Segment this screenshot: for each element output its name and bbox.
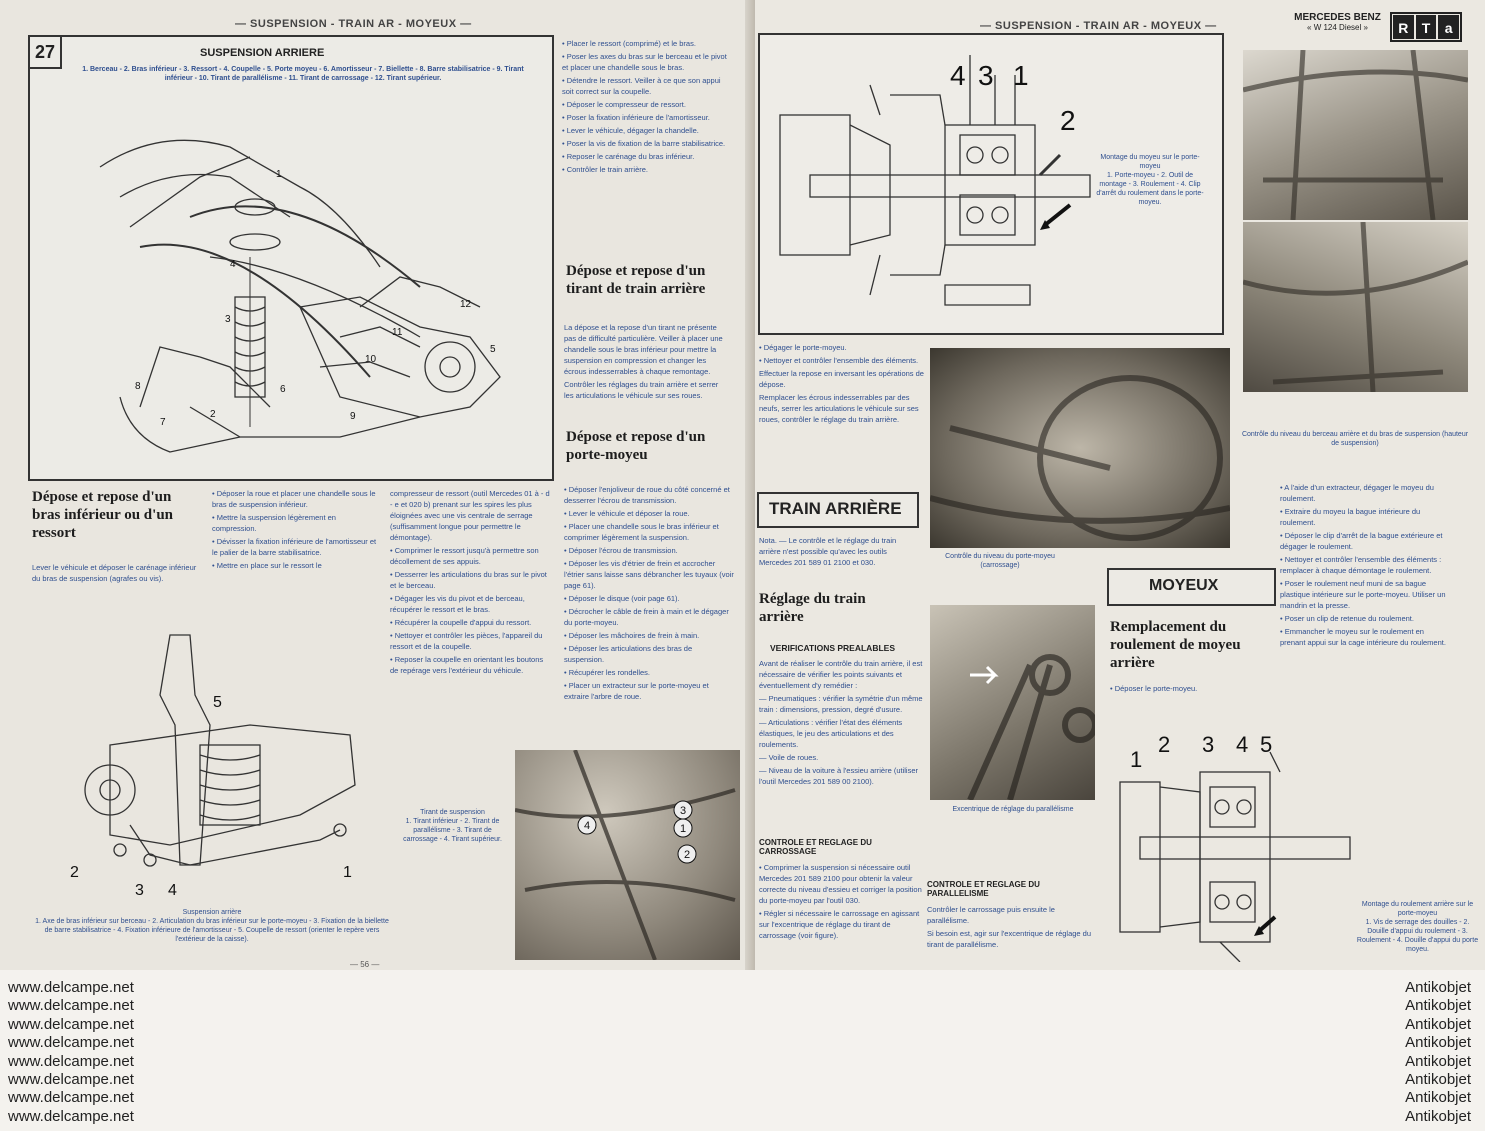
step: • Poser la fixation inférieure de l'amortisseur. bbox=[562, 112, 727, 123]
step: • Déposer le porte-moyeu. bbox=[1110, 683, 1270, 694]
watermark-text: www.delcampe.net bbox=[8, 979, 134, 996]
step: • Déposer l'écrou de transmission. bbox=[564, 545, 734, 556]
figure-title: SUSPENSION ARRIERE bbox=[200, 47, 325, 59]
text-bras-intro: Lever le véhicule et déposer le carénage inférieur du bras de suspension (agrafes ou vis). bbox=[32, 563, 197, 583]
step: • Déposer les articulations des bras de suspension. bbox=[564, 643, 734, 665]
paragraph: — Voile de roues. bbox=[759, 753, 819, 762]
step: • Déposer le clip d'arrêt de la bague extérieure et dégager le roulement. bbox=[1280, 530, 1450, 552]
heading-reglage: Réglage du train arrière bbox=[759, 591, 866, 625]
photo-berceau-top bbox=[1243, 50, 1468, 220]
step: • Placer un extracteur sur le porte-moyeu et extraire l'arbre de roue. bbox=[564, 680, 734, 702]
left-page bbox=[0, 0, 755, 970]
step: • Extraire du moyeu la bague intérieure du roulement. bbox=[1280, 506, 1450, 528]
step: • Nettoyer et contrôler l'ensemble des éléments. bbox=[759, 355, 924, 366]
step: • Déposer les mâchoires de frein à main. bbox=[564, 630, 734, 641]
text-tirant bbox=[564, 322, 729, 403]
step: • Emmancher le moyeu sur le roulement en prenant appui sur la cage intérieure du roulement. bbox=[1280, 626, 1450, 648]
bearing-label-1: 1 bbox=[1130, 747, 1143, 772]
hub-label-2: 2 bbox=[1060, 105, 1076, 136]
watermark-text: Antikobjet bbox=[1405, 1015, 1471, 1033]
fig27-label-8: 8 bbox=[135, 381, 141, 392]
bearing-assembly-drawing bbox=[1110, 712, 1360, 962]
column-roulement bbox=[1280, 482, 1450, 650]
watermark-text: Antikobjet bbox=[1405, 979, 1471, 996]
step: Remplacer les écrous indesserrables par des neufs, serrer les articulations le véhicule sur ses roues, contrôler le réglage du train arrière. bbox=[759, 393, 919, 424]
page-number: — 56 — bbox=[350, 960, 380, 969]
step: • Dégager les vis du pivot et de berceau, récupérer le ressort et le bras. bbox=[390, 593, 550, 615]
watermark-text: Antikobjet bbox=[1405, 1034, 1471, 1052]
parallelisme-text bbox=[927, 904, 1097, 952]
logo-letter: R bbox=[1393, 15, 1414, 39]
fig27-label-12: 12 bbox=[460, 299, 472, 310]
watermark-text: www.delcampe.net bbox=[8, 1034, 134, 1052]
hub-label-3: 3 bbox=[978, 60, 994, 91]
watermark-text: Antikobjet bbox=[1405, 997, 1471, 1015]
heading-roulement: Remplacement du roulement de moyeu arrière bbox=[1110, 619, 1241, 671]
carrossage-title: CONTROLE ET REGLAGE DU CARROSSAGE bbox=[759, 838, 872, 856]
step: • Récupérer les rondelles. bbox=[564, 667, 734, 678]
paragraph: Avant de réaliser le contrôle du train arrière, il est nécessaire de vérifier les points suivants et éventuellement d'y remédier : bbox=[759, 659, 923, 690]
fig-bottom-label-1: 1 bbox=[343, 864, 352, 881]
paragraph: — Pneumatiques : vérifier la symétrie d'un même train : dimensions, pression, degré d'usure. bbox=[759, 694, 923, 714]
moyeux-title: MOYEUX bbox=[1149, 577, 1219, 594]
fig27-label-4: 4 bbox=[230, 259, 236, 270]
photo-excentrique bbox=[930, 605, 1095, 800]
step: • Reposer la coupelle en orientant les boutons de repérage vers l'extérieur du véhicule. bbox=[390, 654, 550, 676]
figure-legend: 1. Berceau - 2. Bras inférieur - 3. Ressort - 4. Coupelle - 5. Porte moyeu - 6. Amortisseur - 7. Biellette - 8. Barre stabilisatrice - 9. Tirant inférieur - 10. Tirant de parallélisme - 11. Tirant de carrossage - 12. Tirant supérieur. bbox=[82, 66, 524, 82]
step: • Poser un clip de retenue du roulement. bbox=[1280, 613, 1450, 624]
train-arriere-title: TRAIN ARRIÈRE bbox=[769, 499, 902, 518]
train-note: Nota. — Le contrôle et le réglage du train arrière n'est possible qu'avec les outils Mercedes 201 589 01 2100 et 030. bbox=[759, 536, 897, 567]
step: • Lever le véhicule, dégager la chandelle. bbox=[562, 125, 727, 136]
brand-line-2: « W 124 Diesel » bbox=[1307, 23, 1368, 32]
photo-porte-caption: Contrôle du niveau du porte-moyeu (carrossage) bbox=[945, 553, 1055, 569]
logo-letter: T bbox=[1416, 15, 1437, 39]
column-spring-refit bbox=[562, 38, 727, 177]
tirant-label-1: 1 bbox=[679, 823, 687, 835]
train-arriere-box bbox=[757, 492, 919, 528]
fig27-label-10: 10 bbox=[365, 354, 377, 365]
step: • Nettoyer et contrôler l'ensemble des éléments : remplacer à chaque démontage le roulement. bbox=[1280, 554, 1450, 576]
paragraph: — Niveau de la voiture à l'essieu arrière (utiliser l'outil Mercedes 201 589 00 2100). bbox=[759, 766, 918, 786]
step: • Reposer le carénage du bras inférieur. bbox=[562, 151, 727, 162]
step: • A l'aide d'un extracteur, dégager le moyeu du roulement. bbox=[1280, 482, 1450, 504]
fig-bottom-label-4: 4 bbox=[168, 882, 177, 895]
step: • Comprimer la suspension si nécessaire outil Mercedes 201 589 2100 pour obtenir la valeur correcte du niveau d'essieu et corriger la position du porte-moyeu par l'outil 030. bbox=[759, 862, 924, 906]
bearing-caption: Montage du roulement arrière sur le porte-moyeu 1. Vis de serrage des douilles - 2. Douille d'appui du roulement - 3. Roulement - 4. Douille d'appui du porte moyeu. bbox=[1356, 901, 1479, 953]
step: • Déposer le disque (voir page 61). bbox=[564, 593, 734, 604]
hub-caption: Montage du moyeu sur le porte-moyeu 1. Porte-moyeu - 2. Outil de montage - 3. Roulement - 4. Clip d'arrêt du roulement dans le porte-moyeu. bbox=[1096, 154, 1204, 206]
watermark-text: www.delcampe.net bbox=[8, 997, 134, 1015]
step: • Comprimer le ressort jusqu'à permettre son décollement de ses appuis. bbox=[390, 545, 550, 567]
watermark-text: www.delcampe.net bbox=[8, 1089, 134, 1107]
roulement-first bbox=[1110, 683, 1270, 696]
watermark-right-column bbox=[1405, 978, 1471, 1125]
carrossage-text bbox=[759, 862, 924, 943]
heading-bras-inferieur: Dépose et repose d'un bras inférieur ou d'un ressort bbox=[32, 489, 173, 541]
watermark-text: Antikobjet bbox=[1405, 1070, 1471, 1088]
running-head-right: — SUSPENSION - TRAIN AR - MOYEUX — bbox=[980, 20, 1217, 32]
watermark-text: www.delcampe.net bbox=[8, 1107, 134, 1125]
hub-label-1: 1 bbox=[1013, 60, 1029, 91]
bearing-label-3: 3 bbox=[1202, 732, 1215, 757]
verif-text bbox=[759, 658, 924, 789]
figure-27-box bbox=[28, 35, 554, 481]
right-page bbox=[755, 0, 1485, 970]
watermark-left-column bbox=[8, 978, 134, 1125]
parallelisme-title: CONTROLE ET REGLAGE DU PARALLELISME bbox=[927, 880, 1040, 898]
photo-berceau-bottom bbox=[1243, 222, 1468, 392]
step: • Poser la vis de fixation de la barre stabilisatrice. bbox=[562, 138, 727, 149]
step: • Déposer les vis d'étrier de frein et accrocher l'étrier sans laisse sans débrancher les tuyaux (voir page 61). bbox=[564, 558, 734, 591]
fig27-label-6: 6 bbox=[280, 384, 286, 395]
step: • Poser le roulement neuf muni de sa bague plastique intérieure sur le porte-moyeu. Utiliser un mandrin et la presse. bbox=[1280, 578, 1450, 611]
photo-tirant bbox=[515, 750, 740, 960]
paragraph: La dépose et la repose d'un tirant ne présente pas de difficulté particulière. Veiller à placer une chandelle sous le bras inférieur pour mettre la suspension en compression et changer les écrous indesserrables à chaque remontage. bbox=[564, 323, 723, 376]
watermark-text: Antikobjet bbox=[1405, 1052, 1471, 1070]
fig27-label-9: 9 bbox=[350, 411, 356, 422]
column-bras-3 bbox=[390, 488, 550, 678]
step: Effectuer la repose en inversant les opérations de dépose. bbox=[759, 369, 924, 389]
fig-bottom-label-5: 5 bbox=[213, 694, 222, 711]
step: • Poser les axes du bras sur le berceau et le pivot et placer une chandelle sous le bras. bbox=[562, 51, 727, 73]
logo-letter: a bbox=[1438, 15, 1459, 39]
bearing-label-2: 2 bbox=[1158, 732, 1171, 757]
step: • Dévisser la fixation inférieure de l'amortisseur et le palier de la barre stabilisatrice. bbox=[212, 536, 382, 558]
verif-title: VERIFICATIONS PREALABLES bbox=[770, 643, 895, 653]
step: • Nettoyer et contrôler les pièces, l'appareil du ressort et de la coupelle. bbox=[390, 630, 550, 652]
step: • Placer une chandelle sous le bras inférieur et comprimer légèrement la suspension. bbox=[564, 521, 734, 543]
bearing-label-4: 4 bbox=[1236, 732, 1249, 757]
step: • Détendre le ressort. Veiller à ce que son appui soit correct sur la coupelle. bbox=[562, 75, 727, 97]
running-head-left: — SUSPENSION - TRAIN AR - MOYEUX — bbox=[235, 18, 472, 30]
tirant-label-3: 3 bbox=[679, 805, 687, 817]
fig27-label-5: 5 bbox=[490, 344, 496, 355]
fig27-label-1: 1 bbox=[276, 169, 282, 180]
step: • Récupérer la coupelle d'appui du ressort. bbox=[390, 617, 550, 628]
watermark-text: www.delcampe.net bbox=[8, 1052, 134, 1070]
watermark-text: www.delcampe.net bbox=[8, 1015, 134, 1033]
tirant-label-4: 4 bbox=[583, 820, 591, 832]
step: • Mettre en place sur le ressort le bbox=[212, 560, 382, 571]
fig27-label-7: 7 bbox=[160, 417, 166, 428]
step: • Mettre la suspension légèrement en compression. bbox=[212, 512, 382, 534]
paragraph: — Articulations : vérifier l'état des éléments élastiques, le jeu des articulations et des roulements. bbox=[759, 718, 903, 749]
fig27-label-2: 2 bbox=[210, 409, 216, 420]
photo-porte-moyeu bbox=[930, 348, 1230, 548]
step: • Déposer la roue et placer une chandelle sous le bras de suspension inférieur. bbox=[212, 488, 382, 510]
column-porte-moyeu bbox=[564, 484, 734, 704]
figure-bottom-caption: Suspension arrière 1. Axe de bras inférieur sur berceau - 2. Articulation du bras inférieur sur le porte-moyeu - 3. Fixation de la biellette de barre stabilisatrice - 4. Fixation inférieure de l'amortisseur - 5. Coupelle de ressort (orienter le repère vers l'extérieur de la caisse). bbox=[35, 909, 389, 943]
paragraph: Contrôler le carrossage puis ensuite le parallélisme. bbox=[927, 905, 1055, 925]
photo-berceau-caption: Contrôle du niveau du berceau arrière et du bras de suspension (hauteur de suspension) bbox=[1241, 431, 1469, 447]
column-repose bbox=[759, 342, 924, 427]
step: • Contrôler le train arrière. bbox=[562, 164, 727, 175]
watermark-text: www.delcampe.net bbox=[8, 1070, 134, 1088]
step: • Desserrer les articulations du bras sur le pivot et le berceau. bbox=[390, 569, 550, 591]
photo-excentrique-caption: Excentrique de réglage du parallélisme bbox=[952, 806, 1074, 813]
paragraph: Si besoin est, agir sur l'excentrique de réglage du tirant de parallélisme. bbox=[927, 929, 1092, 949]
tirant-label-2: 2 bbox=[683, 849, 691, 861]
photo-tirant-caption: Tirant de suspension 1. Tirant inférieur - 2. Tirant de parallélisme - 3. Tirant de carrossage - 4. Tirant supérieur. bbox=[403, 809, 502, 843]
watermark-text: Antikobjet bbox=[1405, 1107, 1471, 1125]
suspension-bottom-drawing bbox=[50, 615, 370, 895]
step: • Dégager le porte-moyeu. bbox=[759, 342, 924, 353]
fig-bottom-label-3: 3 bbox=[135, 882, 144, 895]
fig-bottom-label-2: 2 bbox=[70, 864, 79, 881]
figure-number: 27 bbox=[30, 37, 62, 69]
heading-tirant: Dépose et repose d'un tirant de train arrière bbox=[566, 263, 706, 297]
moyeux-box bbox=[1107, 568, 1276, 606]
step: • Régler si nécessaire le carrossage en agissant sur l'excentrique de réglage du tirant de carrossage (voir figure). bbox=[759, 908, 924, 941]
brand-line-1: MERCEDES BENZ bbox=[1294, 12, 1381, 23]
rta-logo bbox=[1390, 12, 1462, 42]
step: compresseur de ressort (outil Mercedes 01 à - d - e et 020 b) prenant sur les spires les plus éloignées avec une vis centrale de serrage (suffisamment longue pour permettre le démontage). bbox=[390, 489, 550, 542]
hub-label-4: 4 bbox=[950, 60, 966, 91]
step: • Placer le ressort (comprimé) et le bras. bbox=[562, 38, 727, 49]
bearing-label-5: 5 bbox=[1260, 732, 1273, 757]
step: • Déposer le compresseur de ressort. bbox=[562, 99, 727, 110]
fig27-label-3: 3 bbox=[225, 314, 231, 325]
step: • Lever le véhicule et déposer la roue. bbox=[564, 508, 734, 519]
heading-porte-moyeu: Dépose et repose d'un porte-moyeu bbox=[566, 429, 706, 463]
step: • Décrocher le câble de frein à main et le dégager du porte-moyeu. bbox=[564, 606, 734, 628]
hub-figure-box bbox=[758, 33, 1224, 335]
brand-block bbox=[1290, 12, 1385, 32]
watermark-text: Antikobjet bbox=[1405, 1089, 1471, 1107]
step: • Déposer l'enjoliveur de roue du côté concerné et desserrer l'écrou de transmission. bbox=[564, 484, 734, 506]
rear-suspension-drawing bbox=[40, 107, 540, 472]
fig27-label-11: 11 bbox=[392, 327, 403, 338]
hub-assembly-drawing bbox=[770, 55, 1100, 325]
paragraph: Contrôler les réglages du train arrière et serrer les articulations le véhicule sur ses roues. bbox=[564, 380, 719, 400]
column-bras-2 bbox=[212, 488, 382, 573]
